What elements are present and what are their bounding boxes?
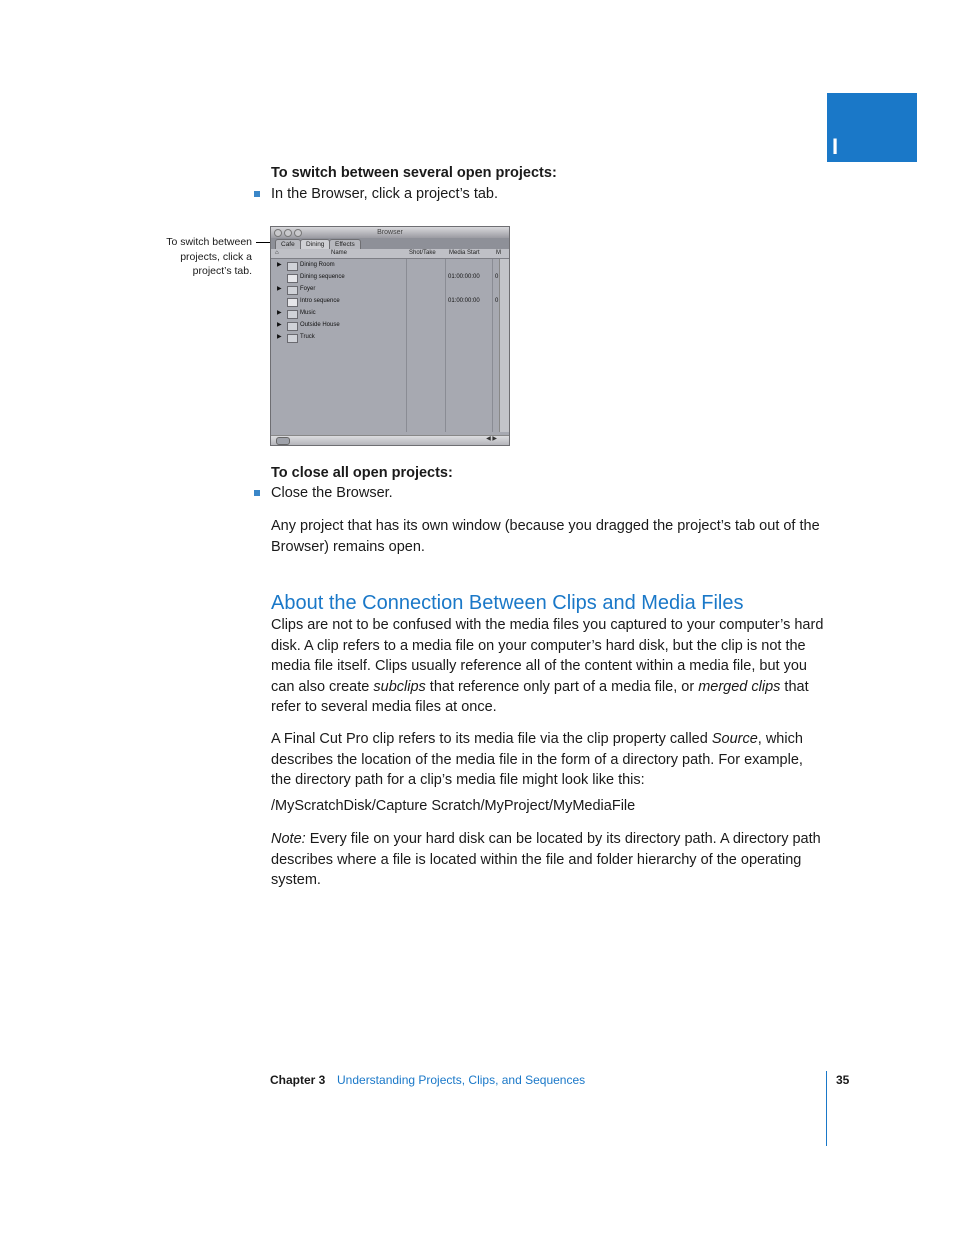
tab-effects: Effects bbox=[329, 239, 361, 250]
close-projects-paragraph: Any project that has its own window (because you dragged the project’s tab out of the Browser) remains open. bbox=[271, 518, 820, 555]
source-text: , which describes the location of the media file in the form of a directory path. For example, the directory path for a clip’s media file might look like this: bbox=[271, 731, 803, 788]
row-name: Music bbox=[300, 310, 316, 316]
minimize-icon bbox=[284, 229, 292, 237]
source-text: A Final Cut Pro clip refers to its media file via the clip property called bbox=[271, 731, 712, 747]
source-term: Source bbox=[711, 731, 758, 747]
column-media-start: Media Start bbox=[449, 250, 480, 256]
browser-row bbox=[271, 284, 501, 295]
bin-icon bbox=[287, 310, 298, 319]
bullet-icon bbox=[254, 490, 260, 496]
clips-text: that reference only part of a media file, or bbox=[425, 678, 699, 695]
row-name: Dining sequence bbox=[300, 274, 345, 280]
footer-chapter: Chapter 3 bbox=[270, 1073, 326, 1087]
scroll-thumb bbox=[276, 437, 290, 445]
bin-icon bbox=[287, 322, 298, 331]
browser-window-figure bbox=[270, 226, 510, 446]
footer-rule bbox=[826, 1071, 827, 1146]
browser-title: Browser bbox=[377, 229, 403, 236]
browser-row bbox=[271, 320, 501, 331]
sequence-icon bbox=[287, 298, 298, 307]
row-media-start: 01:00:00:00 bbox=[448, 298, 480, 304]
note-paragraph bbox=[271, 829, 827, 891]
zoom-icon bbox=[294, 229, 302, 237]
figure-callout: To switch between projects, click a project’s tab. bbox=[166, 236, 252, 277]
horizontal-scrollbar bbox=[271, 435, 509, 445]
column-more: M bbox=[496, 250, 501, 256]
tab-dining: Dining bbox=[300, 239, 330, 250]
row-name: Truck bbox=[300, 334, 315, 340]
column-sort-icon: ⌂ bbox=[275, 250, 279, 256]
tab-cafe: Cafe bbox=[275, 239, 301, 250]
close-projects-step: Close the Browser. bbox=[271, 485, 393, 501]
disclosure-triangle-icon: ▶ bbox=[277, 286, 282, 292]
bin-icon bbox=[287, 262, 298, 271]
row-name: Foyer bbox=[300, 286, 316, 292]
column-name: Name bbox=[331, 250, 348, 256]
footer-chapter-title: Understanding Projects, Clips, and Sequences bbox=[337, 1073, 586, 1087]
bullet-icon bbox=[254, 191, 260, 197]
browser-tab-bar bbox=[271, 238, 509, 249]
bin-icon bbox=[287, 334, 298, 343]
browser-row bbox=[271, 308, 501, 319]
merged-clips-term: merged clips bbox=[698, 678, 781, 695]
browser-item-list bbox=[271, 259, 509, 432]
note-text: Every file on your hard disk can be located by its directory path. A directory path describes where a file is located within the file and folder hierarchy of the operating system. bbox=[271, 831, 821, 888]
section-heading: About the Connection Between Clips and Media Files bbox=[271, 592, 744, 614]
row-extra: 0 bbox=[495, 298, 499, 304]
scroll-arrows-icon: ◀ ▶ bbox=[486, 436, 497, 442]
browser-row bbox=[271, 332, 501, 343]
disclosure-triangle-icon: ▶ bbox=[277, 262, 282, 268]
switch-projects-step: In the Browser, click a project’s tab. bbox=[271, 186, 499, 202]
row-name: Outside House bbox=[300, 322, 340, 328]
bin-icon bbox=[287, 286, 298, 295]
column-shot-take: Shot/Take bbox=[409, 250, 436, 256]
subclips-term: subclips bbox=[373, 678, 426, 695]
sequence-icon bbox=[287, 274, 298, 283]
clips-text: Clips are not to be confused with the media files you captured to your computer’s hard disk. A clip refers to a media file on your computer’s hard disk, but the clip is not the media file itself. Clips usually reference all of the content within a media file, but you can also create bbox=[271, 617, 824, 695]
close-icon bbox=[274, 229, 282, 237]
row-name: Intro sequence bbox=[300, 298, 340, 304]
directory-path-example: /MyScratchDisk/Capture Scratch/MyProject/MyMediaFile bbox=[271, 798, 636, 814]
switch-projects-heading: To switch between several open projects: bbox=[271, 165, 557, 181]
vertical-scrollbar bbox=[499, 259, 509, 432]
source-paragraph bbox=[271, 729, 827, 791]
row-extra: 0 bbox=[495, 274, 499, 280]
close-projects-heading: To close all open projects: bbox=[271, 465, 453, 481]
browser-row bbox=[271, 296, 501, 307]
row-media-start: 01:00:00:00 bbox=[448, 274, 480, 280]
row-name: Dining Room bbox=[300, 262, 335, 268]
clips-text: that refer to several media files at once. bbox=[271, 678, 809, 715]
disclosure-triangle-icon: ▶ bbox=[277, 310, 282, 316]
chapter-tab-marker bbox=[827, 93, 917, 162]
disclosure-triangle-icon: ▶ bbox=[277, 334, 282, 340]
browser-row bbox=[271, 272, 501, 283]
browser-column-headers bbox=[271, 249, 509, 259]
clips-paragraph bbox=[271, 615, 827, 718]
browser-title-bar bbox=[271, 227, 509, 238]
note-label: Note: bbox=[271, 831, 306, 847]
disclosure-triangle-icon: ▶ bbox=[277, 322, 282, 328]
page-number: 35 bbox=[836, 1073, 850, 1087]
chapter-tab-label: I bbox=[832, 134, 839, 159]
browser-row bbox=[271, 260, 501, 271]
